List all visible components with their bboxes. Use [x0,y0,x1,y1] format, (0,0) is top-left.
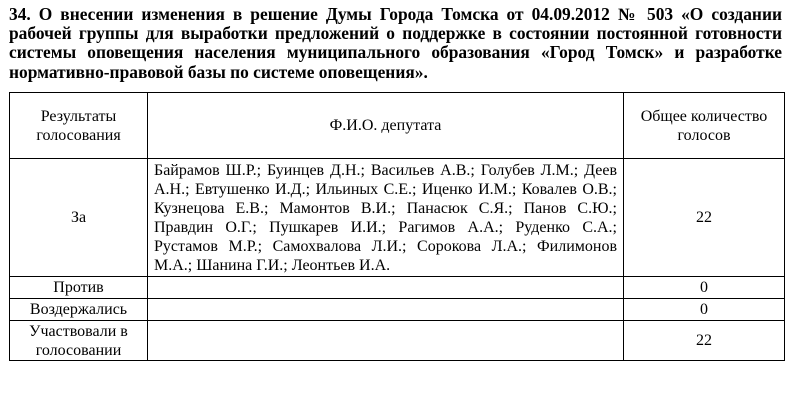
deputy-names [148,299,624,321]
deputy-names: Байрамов Ш.Р.; Буинцев Д.Н.; Васильев А.В.; Голубев Л.М.; Деев А.Н.; Евтушенко И.Д.; Ильиных С.Е.; Иценко И.М.; Ковалев О.В.; Кузнецова Е.В.; Мамонтов В.И.; Панасюк С.Я.; Панов С.Ю.; Правдин О.Г.; Пушкарев И.И.; Рагимов А.А.; Руденко С.А.; Рустамов М.Р.; Самохвалова Л.И.; Сорокова Л.А.; Филимонов М.А.; Шанина Г.И.; Леонтьев И.А. [148,159,624,277]
vote-count: 22 [624,159,785,277]
result-label: Против [10,277,148,299]
vote-count: 0 [624,299,785,321]
result-label: За [10,159,148,277]
voting-results-table [9,92,785,361]
deputy-names [148,277,624,299]
vote-count: 0 [624,277,785,299]
table-row-participated [10,321,785,361]
header-deputy-names: Ф.И.О. депутата [148,93,624,159]
table-header-row [10,93,785,159]
header-total-votes: Общее количество голосов [624,93,785,159]
table-row-against [10,277,785,299]
header-voting-results: Результаты голосования [10,93,148,159]
result-label: Воздержались [10,299,148,321]
deputy-names [148,321,624,361]
table-row-for [10,159,785,277]
result-label: Участвовали в голосовании [10,321,148,361]
vote-count: 22 [624,321,785,361]
resolution-heading: 34. О внесении изменения в решение Думы Города Томска от 04.09.2012 № 503 «О создании рабочей группы для выработки предложений о поддержке в состоянии постоянной готовности системы оповещения населения муниципального образования «Город Томск» и разработке нормативно-правовой базы по системе оповещения». [9,4,782,82]
table-row-abstained [10,299,785,321]
